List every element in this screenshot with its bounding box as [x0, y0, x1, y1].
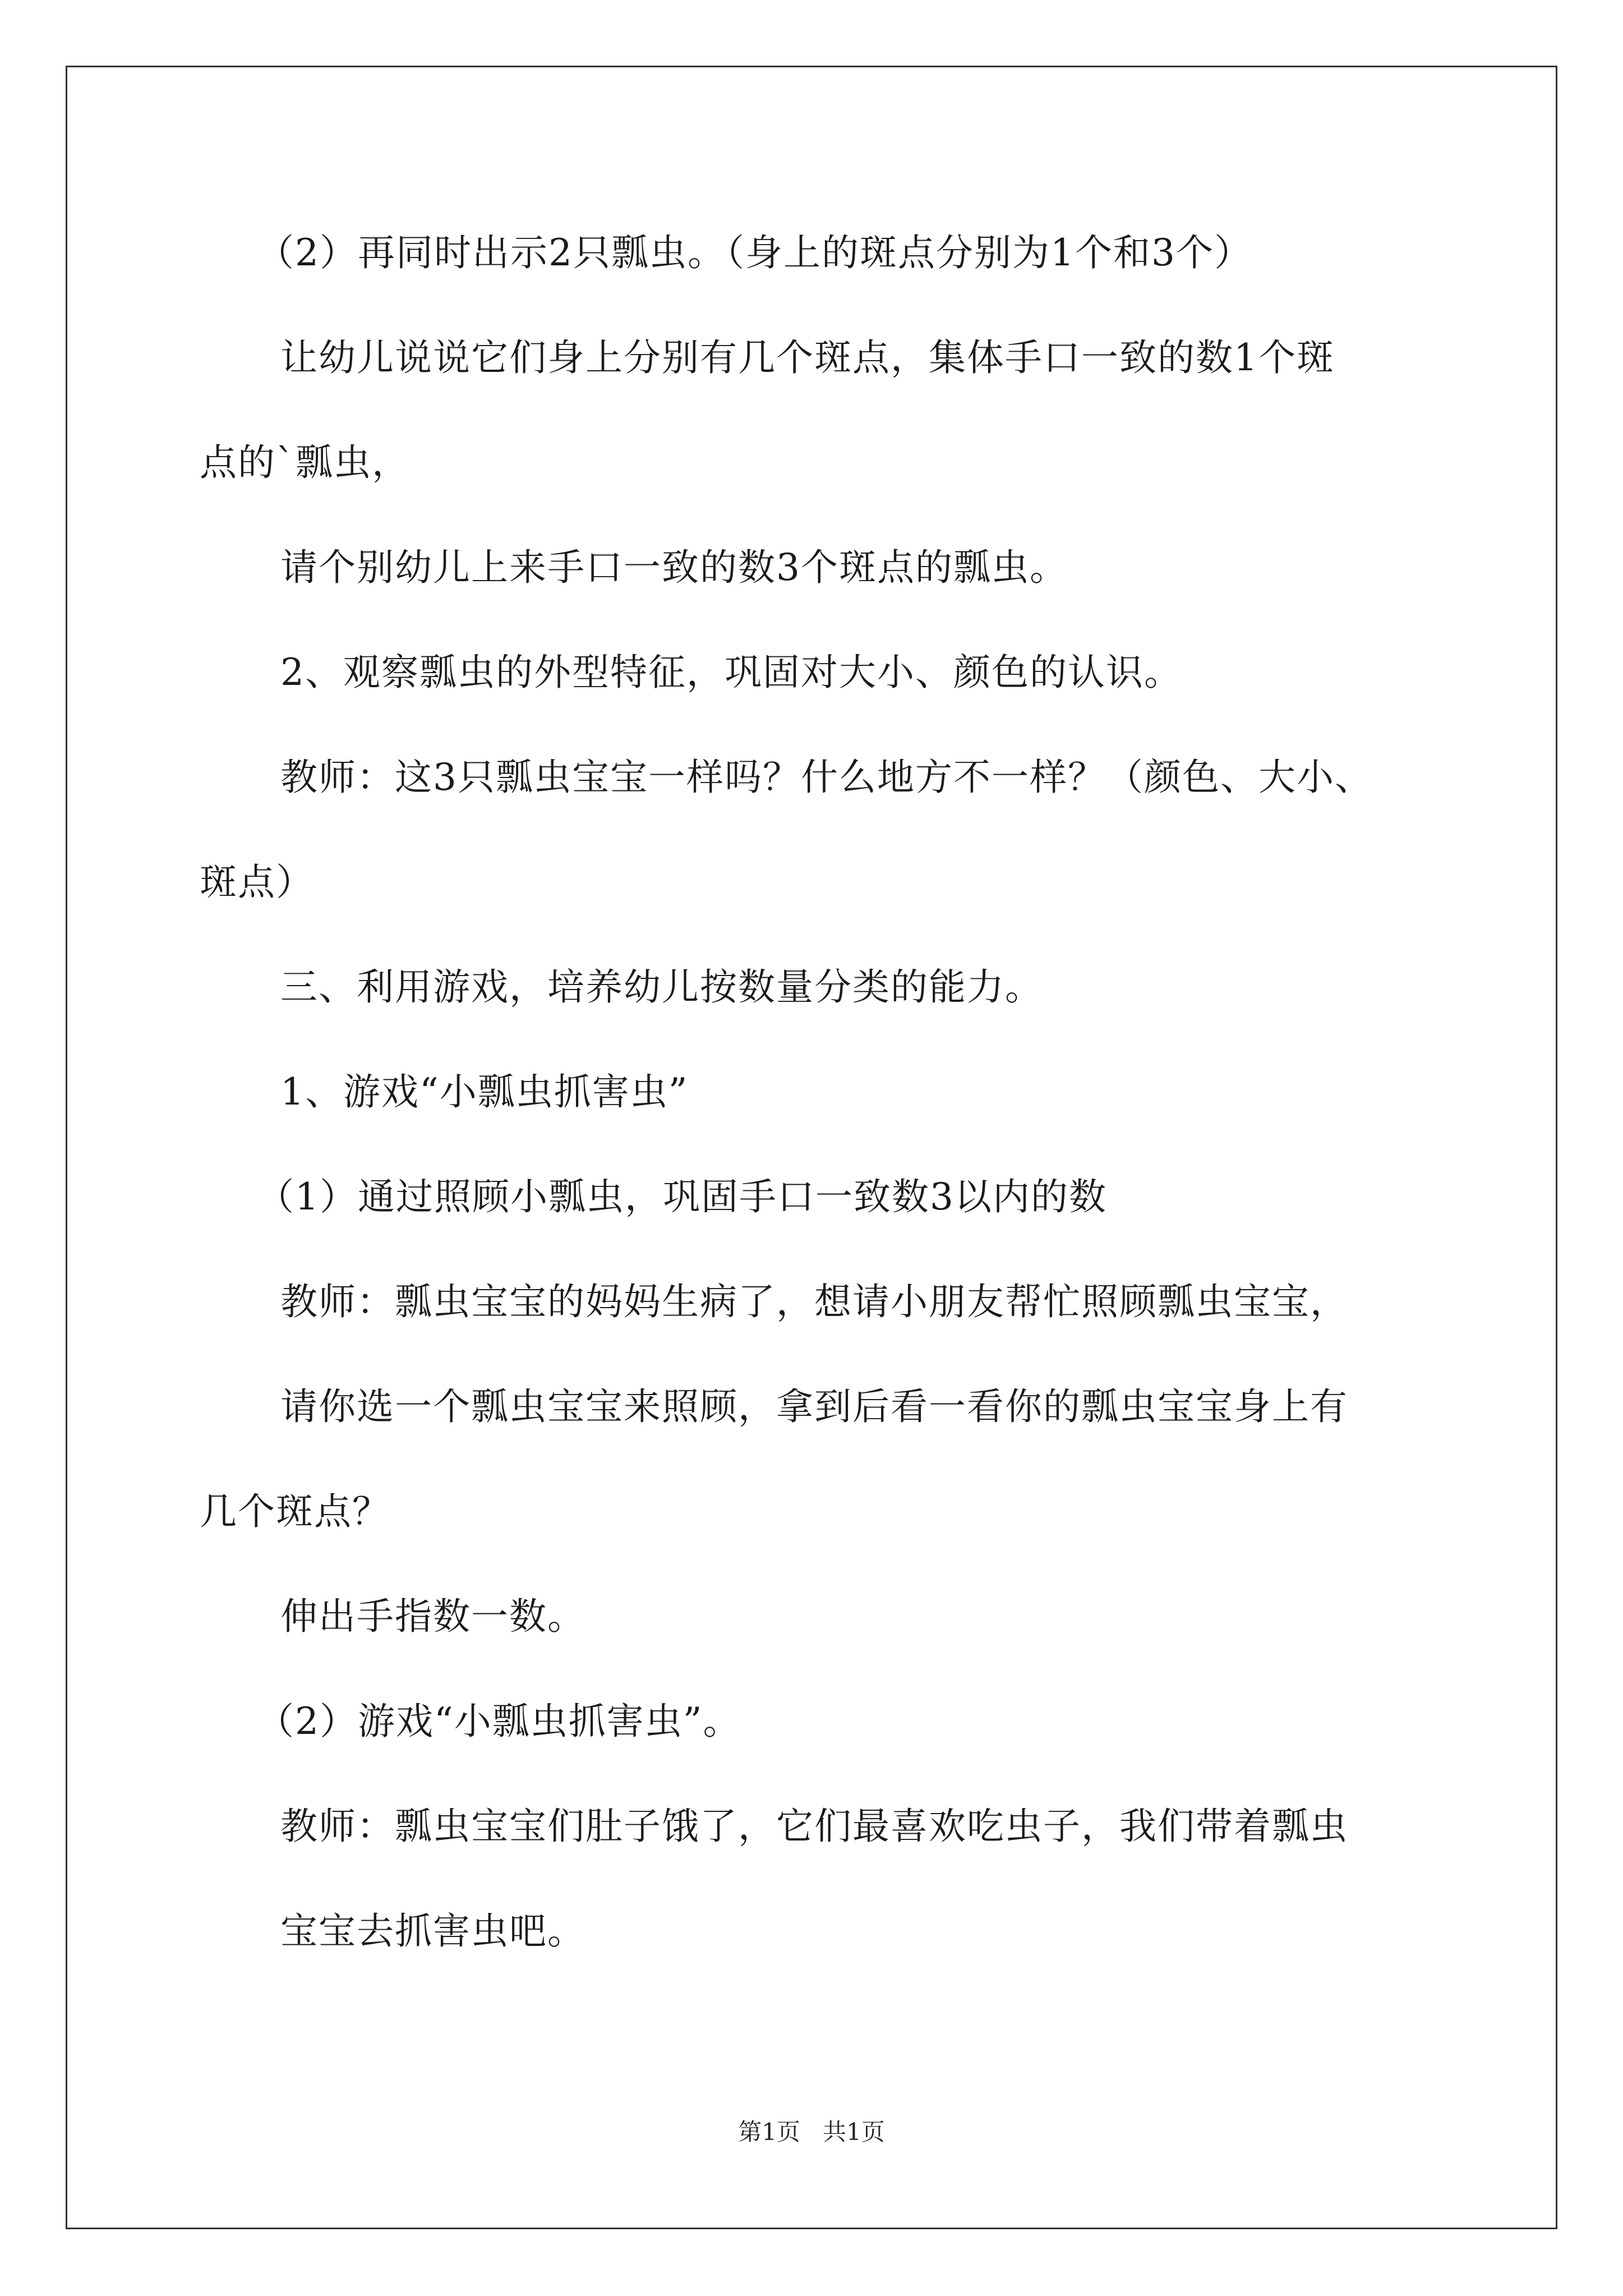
paragraph-line: 三、利用游戏，培养幼儿按数量分类的能力。 [280, 965, 1043, 1009]
paragraph-line: 教师：这3只瓢虫宝宝一样吗？什么地方不一样？（颜色、大小、 [280, 756, 1373, 799]
paragraph-line: 伸出手指数一数。 [280, 1595, 585, 1638]
paragraph-line: （2）游戏“小瓢虫抓害虫”。 [257, 1700, 741, 1743]
page-border [66, 66, 1557, 2229]
paragraph-line: 教师：瓢虫宝宝的妈妈生病了，想请小朋友帮忙照顾瓢虫宝宝， [280, 1280, 1348, 1323]
paragraph-line: 请你选一个瓢虫宝宝来照顾，拿到后看一看你的瓢虫宝宝身上有 [280, 1385, 1348, 1428]
paragraph-line: 点的`瓢虫， [200, 441, 410, 484]
paragraph-line: 斑点） [200, 861, 314, 904]
paragraph-line: 宝宝去抓害虫吧。 [280, 1910, 585, 1953]
paragraph-line: 请个别幼儿上来手口一致的数3个斑点的瓢虫。 [280, 546, 1068, 589]
paragraph-line: 1、游戏“小瓢虫抓害虫” [280, 1070, 689, 1114]
paragraph-line: （1）通过照顾小瓢虫，巩固手口一致数3以内的数 [257, 1175, 1107, 1218]
page-number-footer: 第1页 共1页 [738, 2118, 885, 2146]
paragraph-line: 让幼儿说说它们身上分别有几个斑点，集体手口一致的数1个斑 [280, 336, 1335, 379]
paragraph-line: 教师：瓢虫宝宝们肚子饿了，它们最喜欢吃虫子，我们带着瓢虫 [280, 1805, 1348, 1848]
paragraph-line: （2）再同时出示2只瓢虫。（身上的斑点分别为1个和3个） [257, 231, 1252, 274]
paragraph-line: 几个斑点？ [200, 1490, 390, 1533]
paragraph-line: 2、观察瓢虫的外型特征，巩固对大小、颜色的认识。 [280, 651, 1182, 694]
